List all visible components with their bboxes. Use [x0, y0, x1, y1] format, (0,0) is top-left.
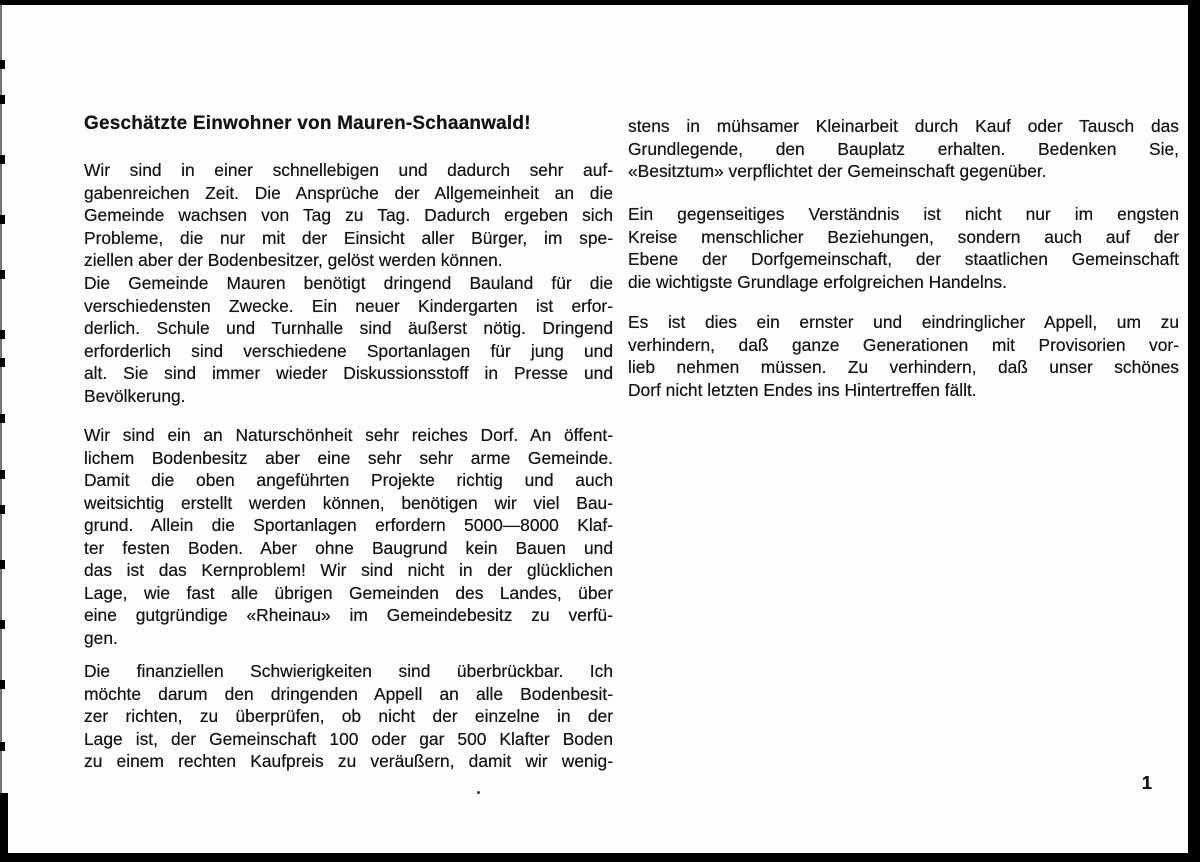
scan-edge-tick: [0, 330, 5, 339]
text-line: Wir sind ein an Naturschönheit sehr reiches Dorf. An öffent-: [84, 425, 613, 445]
scan-edge-tick: [0, 215, 5, 224]
text-line: die wichtigste Grundlage erfolgreichen Handelns.: [628, 271, 1007, 292]
text-line: Es ist dies ein ernster und eindringlicher Appell, um zu: [628, 312, 1179, 332]
text-line: weitsichtig erstellt werden können, benötigen wir viel Bau-: [84, 492, 613, 513]
text-line: lichem Bodenbesitz aber eine sehr sehr arme Gemeinde.: [84, 447, 613, 468]
text-line: Probleme, die nur mit der Einsicht aller Bürger, im spe-: [84, 227, 613, 248]
text-line: zer richten, zu überprüfen, ob nicht der einzelne in der: [84, 706, 613, 726]
text-line: Ebene der Dorfgemeinschaft, der staatlichen Gemeinschaft: [628, 249, 1179, 269]
text-line: gen.: [84, 627, 118, 648]
text-line: grund. Allein die Sportanlagen erfordern 5000—8000 Klaf-: [84, 515, 613, 535]
scan-edge-tick: [0, 620, 5, 629]
scan-edge-tick: [0, 270, 5, 279]
text-line: Lage ist, der Gemeinschaft 100 oder gar 500 Klafter Boden: [84, 728, 613, 749]
text-line: lieb nehmen müssen. Zu verhindern, daß unser schönes: [628, 357, 1179, 377]
text-line: alt. Sie sind immer wieder Diskussionsstoff in Presse und: [84, 363, 613, 383]
text-line: Ein gegenseitiges Verständnis ist nicht nur im engsten: [628, 204, 1179, 224]
text-line: erforderlich sind verschiedene Sportanlagen für jung und: [84, 340, 613, 361]
text-line: verhindern, daß ganze Generationen mit Provisorien vor-: [628, 334, 1179, 355]
paragraph: [84, 272, 613, 407]
text-line: gabenreichen Zeit. Die Ansprüche der Allgemeinheit an die: [84, 182, 613, 203]
scan-edge-tick: [0, 505, 5, 514]
paragraph: [84, 159, 613, 272]
text-line: «Besitztum» verpflichtet der Gemeinschaft gegenüber.: [628, 161, 1047, 181]
scan-edge-tick: [0, 680, 5, 689]
scan-edge-tick: [0, 800, 5, 809]
paragraph: [628, 311, 1179, 401]
text-line: Gemeinde wachsen von Tag zu Tag. Dadurch ergeben sich: [84, 205, 613, 225]
text-line: möchte darum den dringenden Appell an alle Bodenbesit-: [84, 683, 613, 704]
text-line: zu einem rechten Kaufpreis zu veräußern, damit wir wenig-: [84, 751, 613, 771]
text-line: Lage, wie fast alle übrigen Gemeinden des Landes, über: [84, 582, 613, 603]
text-line: Kreise menschlicher Beziehungen, sondern auch auf der: [628, 226, 1179, 247]
text-line: Wir sind in einer schnellebigen und dadurch sehr auf-: [84, 160, 613, 180]
text-line: Bevölkerung.: [84, 385, 186, 406]
scan-border-left: [0, 0, 2, 862]
scan-edge-tick: [0, 60, 5, 69]
text-line: das ist das Kernproblem! Wir sind nicht in der glücklichen: [84, 560, 613, 580]
text-line: ter festen Boden. Aber ohne Baugrund kein Bauen und: [84, 537, 613, 558]
text-line: Damit die oben angeführten Projekte richtig und auch: [84, 470, 613, 490]
text-line: stens in mühsamer Kleinarbeit durch Kauf oder Tausch das: [628, 116, 1179, 136]
paragraph: [84, 424, 613, 649]
text-line: Grundlegende, den Bauplatz erhalten. Bedenken Sie,: [628, 138, 1179, 159]
scan-edge-tick: [0, 742, 5, 751]
text-line: derlich. Schule und Turnhalle sind äußerst nötig. Dringend: [84, 318, 613, 338]
page-number: 1: [1141, 772, 1152, 793]
scan-edge-tick: [0, 414, 5, 423]
scan-edge-tick: [0, 155, 5, 164]
page-heading: Geschätzte Einwohner von Mauren-Schaanwald!: [84, 113, 531, 134]
scan-edge-tick: [0, 358, 5, 367]
paragraph: [628, 203, 1179, 293]
text-line: Die Gemeinde Mauren benötigt dringend Bauland für die: [84, 273, 613, 293]
text-line: verschiedensten Zwecke. Ein neuer Kindergarten ist erfor-: [84, 295, 613, 316]
left-column: [84, 0, 613, 862]
text-line: eine gutgründige «Rheinau» im Gemeindebesitz zu verfü-: [84, 605, 613, 625]
scan-edge-tick: [0, 470, 5, 479]
paragraph: [628, 115, 1179, 183]
scan-edge-tick: [0, 95, 5, 104]
scan-edge-tick: [0, 560, 5, 569]
text-line: Dorf nicht letzten Endes ins Hintertreffen fällt.: [628, 379, 977, 400]
scan-speck: [477, 791, 480, 794]
right-column: [628, 0, 1179, 862]
paragraph: [84, 660, 613, 773]
scan-border-right: [1188, 0, 1200, 862]
text-line: ziellen aber der Bodenbesitzer, gelöst werden können.: [84, 250, 503, 270]
text-line: Die finanziellen Schwierigkeiten sind überbrückbar. Ich: [84, 661, 613, 681]
